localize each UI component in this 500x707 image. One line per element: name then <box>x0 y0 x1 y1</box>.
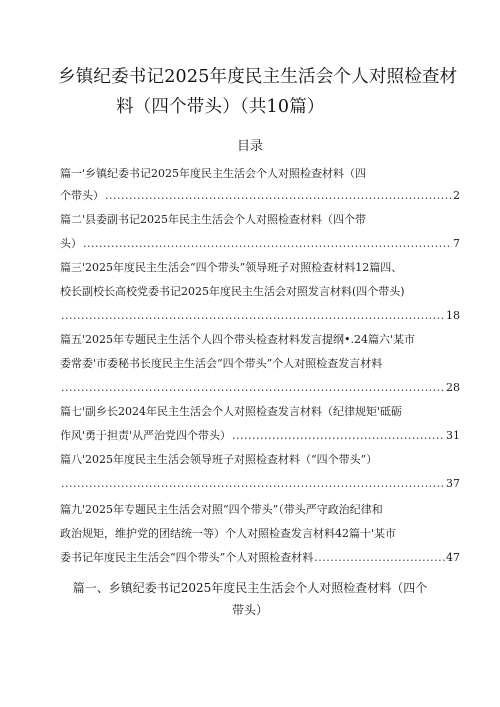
dot-leader <box>61 476 445 492</box>
toc-entry-10-line-2[interactable] <box>60 550 460 566</box>
toc-heading: 目录 <box>236 139 263 154</box>
toc-entry-text: 篇二'县委副书记2025年民主生活会个人对照检查材料（四个带 <box>60 213 367 226</box>
toc-entry-text: 委常委'市委秘书长度民主生活会“四个带头”个人对照检查发言材料 <box>60 357 383 370</box>
toc-page-number: 18 <box>446 309 460 322</box>
dot-leader <box>61 308 445 324</box>
toc-page-number: 31 <box>446 429 460 442</box>
toc-entry-7-line-2[interactable] <box>60 428 460 444</box>
dot-leader <box>232 428 445 444</box>
title-line-1: 乡镇纪委书记2025年度民主生活会个人对照检查材 <box>58 67 458 87</box>
section-heading-line-2: 带头） <box>231 603 268 617</box>
dot-leader <box>83 236 452 252</box>
toc-page-number: 47 <box>446 551 460 564</box>
toc-entry-text: 个带头） <box>60 189 104 202</box>
toc-entry-4-line-2[interactable] <box>60 308 460 324</box>
toc-entry-2-line-2[interactable] <box>60 236 460 252</box>
dot-leader <box>105 188 452 204</box>
toc-entry-text: 篇三'2025年度民主生活会“四个带头”领导班子对照检查材料12篇四、 <box>60 261 403 274</box>
toc-entry-6-line-1[interactable] <box>60 356 460 372</box>
toc-entry-3-line-1[interactable] <box>60 260 460 276</box>
toc-entry-text: 校长副校长高校党委书记2025年度民主生活会对照发言材料(四个带头) <box>60 285 405 298</box>
toc-entry-1-line-1[interactable] <box>60 166 460 182</box>
toc-entry-8-line-1[interactable] <box>60 452 460 468</box>
toc-entry-4-line-1[interactable] <box>60 284 460 300</box>
toc-entry-text: 篇九'2025年专题民主生活会对照“四个带头”（带头严守政治纪律和 <box>60 503 383 516</box>
toc-page-number: 7 <box>453 237 460 250</box>
toc-page-number: 28 <box>446 381 460 394</box>
toc-entry-text: 篇八'2025年度民主生活会领导班子对照检查材料（“四个带头”） <box>60 453 378 466</box>
toc-entry-text: 篇一'乡镇纪委书记2025年度民主生活会个人对照检查材料（四 <box>60 167 367 180</box>
toc-entry-5-line-1[interactable] <box>60 332 460 348</box>
toc-entry-8-line-2[interactable] <box>60 476 460 492</box>
toc-entry-text: 政治规矩，维护党的团结统一等）个人对照检查发言材料42篇十'某市 <box>60 527 397 540</box>
toc-page-number: 2 <box>453 189 460 202</box>
toc-entry-6-line-2[interactable] <box>60 380 460 396</box>
dot-leader <box>314 550 445 566</box>
toc-entry-text: 篇五'2025年专题民主生活个人四个带头检查材料发言提纲•.24篇六'某市 <box>60 333 416 346</box>
document-title <box>58 62 458 122</box>
dot-leader <box>61 380 445 396</box>
toc-entry-text: 委书记年度民主生活会“四个带头”个人对照检查材料 <box>60 551 314 564</box>
toc-entry-10-line-1[interactable] <box>60 526 460 542</box>
toc-entry-text: 头） <box>60 237 82 250</box>
toc-entry-text: 篇七'副乡长2024年民主生活会个人对照检查发言材料（纪律规矩'砥砺 <box>60 405 403 418</box>
toc-entry-1-line-2[interactable] <box>60 188 460 204</box>
toc-entry-2-line-1[interactable] <box>60 212 460 228</box>
toc-entry-9-line-1[interactable] <box>60 502 460 518</box>
title-line-2: 料（四个带头）（共10篇） <box>116 97 325 117</box>
section-heading-line-1: 篇一、乡镇纪委书记2025年度民主生活会个人对照检查材料（四个 <box>72 581 428 595</box>
toc-page-number: 37 <box>446 477 460 490</box>
toc-entry-7-line-1[interactable] <box>60 404 460 420</box>
toc-entry-text: 作风'勇于担责'从严治党四个带头） <box>60 429 232 442</box>
